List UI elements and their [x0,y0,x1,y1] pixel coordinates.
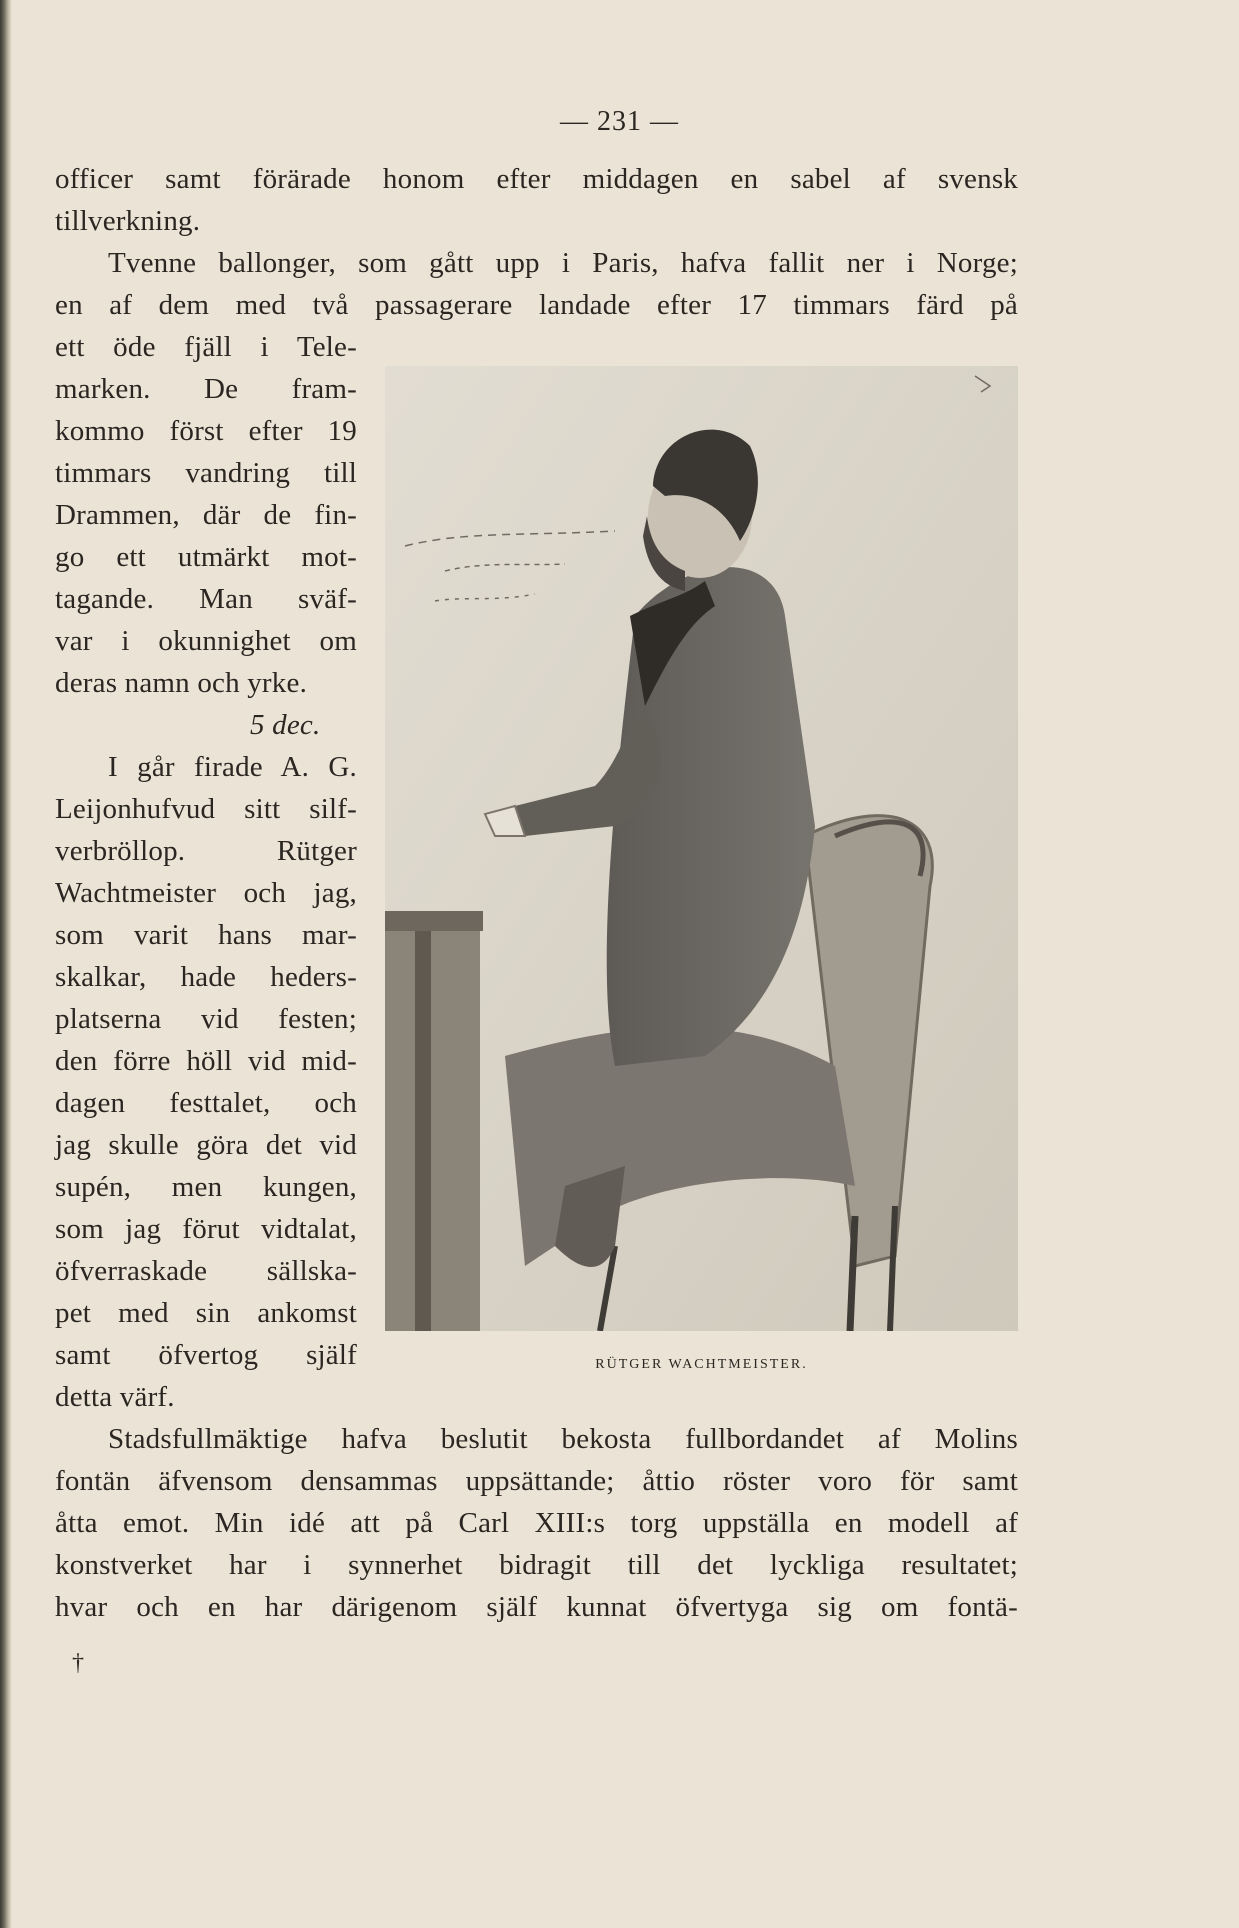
text-line: öfverraskade sällska- [55,1255,357,1287]
text-line: var i okunnighet om [55,625,357,657]
text-line: åtta emot. Min idé att på Carl XIII:s torg uppställa en modell af [55,1507,1018,1539]
text-line: Drammen, där de fin- [55,499,357,531]
text-line: tillverkning. [55,205,201,237]
text-line: Wachtmeister och jag, [55,877,357,909]
text-line: kommo först efter 19 [55,415,357,447]
text-line: fontän äfvensom densammas uppsättande; åttio röster voro för samt [55,1465,1018,1497]
text-line: timmars vandring till [55,457,357,489]
text-line: Tvenne ballonger, som gått upp i Paris, hafva fallit ner i Norge; [108,247,1018,279]
text-line: marken. De fram- [55,373,357,405]
text-line: Leijonhufvud sitt silf- [55,793,357,825]
dagger-mark: † [72,1650,84,1676]
text-line: skalkar, hade heders- [55,961,357,993]
text-line: pet med sin ankomst [55,1297,357,1329]
text-line: tagande. Man sväf- [55,583,357,615]
text-line: en af dem med två passagerare landade efter 17 timmars färd på [55,289,1018,321]
text-line: som jag förut vidtalat, [55,1213,357,1245]
text-line: verbröllop. Rütger [55,835,357,867]
text-line: hvar och en har därigenom själf kunnat öfvertyga sig om fontä- [55,1591,1018,1623]
text-line: Stadsfullmäktige hafva beslutit bekosta fullbordandet af Molins [108,1423,1018,1455]
text-line: go ett utmärkt mot- [55,541,357,573]
text-line: supén, men kungen, [55,1171,357,1203]
text-line: jag skulle göra det vid [55,1129,357,1161]
text-line: ett öde fjäll i Tele- [55,331,357,363]
text-line: som varit hans mar- [55,919,357,951]
figure-caption: RÜTGER WACHTMEISTER. [595,1357,808,1372]
text-line: deras namn och yrke. [55,667,308,699]
book-binding-edge [0,0,12,1928]
text-line: officer samt förärade honom efter middagen en sabel af svensk [55,163,1018,195]
text-line: platserna vid festen; [55,1003,357,1035]
text-line: I går firade A. G. [108,751,357,783]
text-line: dagen festtalet, och [55,1087,357,1119]
text-line: konstverket har i synnerhet bidragit till det lyckliga resultatet; [55,1549,1018,1581]
text-line: samt öfvertog själf [55,1339,357,1371]
date-heading: 5 dec. [250,709,321,741]
text-line: detta värf. [55,1381,175,1413]
text-line: den förre höll vid mid- [55,1045,357,1077]
page-number: — 231 — [560,106,679,137]
portrait-illustration [385,366,1018,1331]
